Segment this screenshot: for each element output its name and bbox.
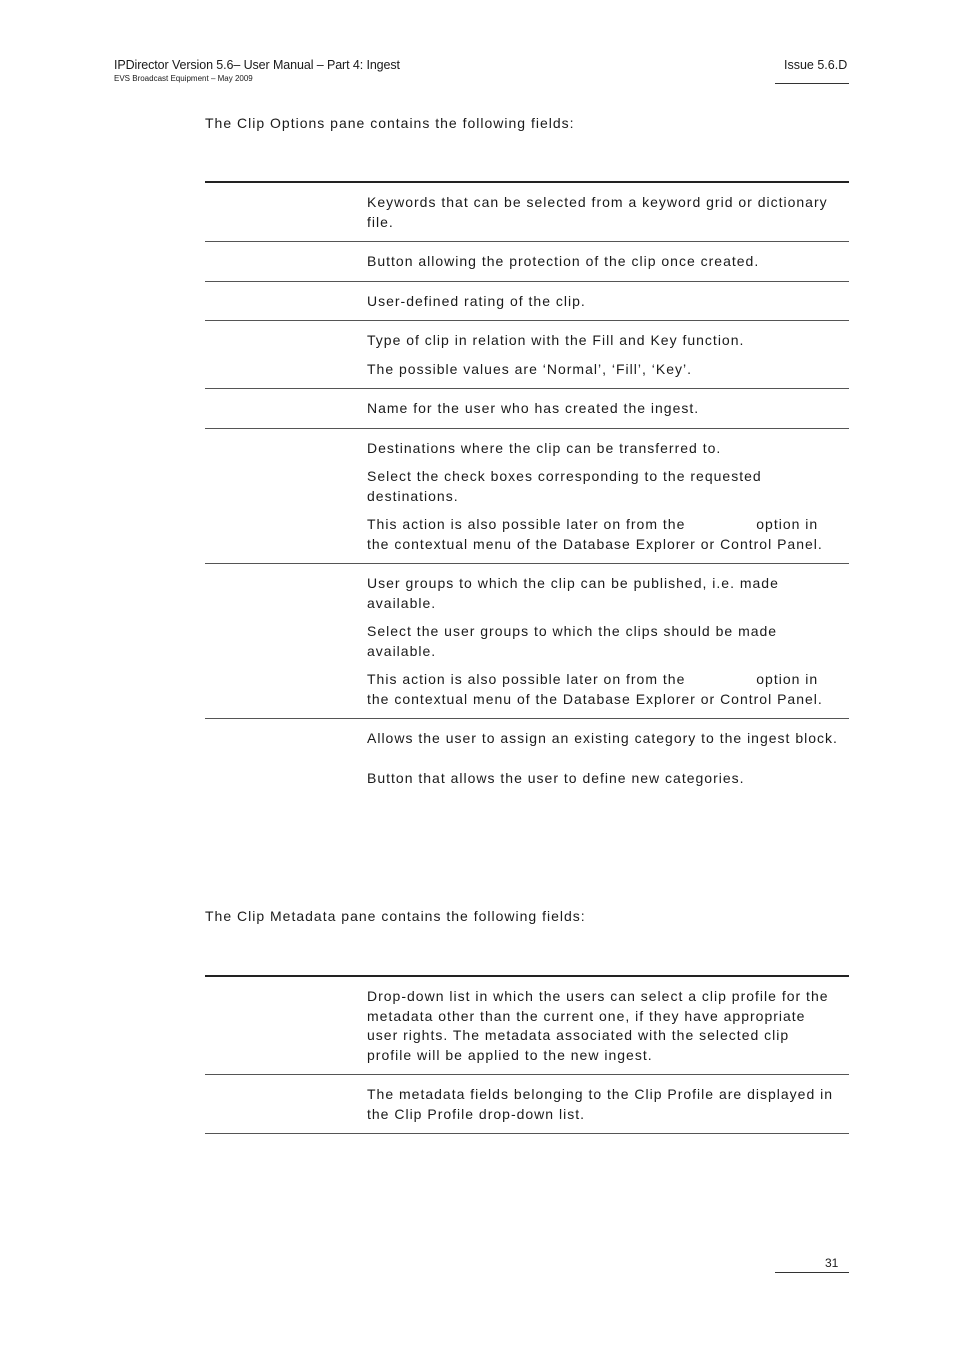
- action-suffix: option in the contextual menu of the Database Explorer or Control Panel.: [367, 516, 823, 552]
- action-suffix: option in the contextual menu of the Database Explorer or Control Panel.: [367, 671, 823, 707]
- description-text: Type of clip in relation with the Fill and Key function.: [367, 332, 745, 348]
- description-text: Allows the user to assign an existing category to the ingest block.: [367, 730, 838, 746]
- description-text: Keywords that can be selected from a keyword grid or dictionary file.: [367, 194, 828, 230]
- field-description: [367, 331, 849, 379]
- field-description: [367, 1085, 849, 1124]
- description-text: Destinations where the clip can be transferred to.: [367, 439, 722, 456]
- description-text: User groups to which the clip can be published, i.e. made available.: [367, 575, 779, 611]
- clip-options-table: [205, 181, 849, 797]
- table-row: [205, 282, 849, 322]
- action-prefix: This action is also possible later on from the: [367, 671, 686, 687]
- table-row: [205, 719, 849, 797]
- table-row: [205, 1075, 849, 1134]
- field-description: [367, 987, 849, 1065]
- description-text: Button that allows the user to define new categories.: [367, 769, 745, 786]
- description-text: [367, 515, 839, 554]
- clip-metadata-intro: The Clip Metadata pane contains the following fields:: [205, 908, 586, 924]
- field-description: [367, 252, 849, 272]
- table-row: [205, 977, 849, 1075]
- footer-rule: [775, 1272, 849, 1273]
- clip-options-intro: The Clip Options pane contains the following fields:: [205, 115, 575, 131]
- table-row: [205, 242, 849, 282]
- description-text: Drop-down list in which the users can select a clip profile for the metadata other than the current one, if they have appropriate user rights. The metadata associated with the selected clip profile will be applied to the new ingest.: [367, 988, 829, 1063]
- description-text: The metadata fields belonging to the Clip Profile are displayed in the Clip Profile drop-down list.: [367, 1086, 834, 1122]
- page-number: 31: [825, 1256, 839, 1270]
- field-description: [367, 193, 849, 232]
- table-row: [205, 321, 849, 389]
- table-row: [205, 389, 849, 429]
- field-description: [367, 399, 849, 419]
- clip-metadata-table: [205, 975, 849, 1134]
- field-description: [367, 574, 849, 709]
- description-text: [367, 670, 839, 709]
- field-description: [367, 729, 849, 788]
- table-row: [205, 183, 849, 242]
- header-rule: [775, 83, 849, 84]
- document-title: IPDirector Version 5.6– User Manual – Part 4: Ingest: [114, 58, 400, 72]
- description-text: Select the user groups to which the clips should be made available.: [367, 623, 778, 659]
- document-subtitle: EVS Broadcast Equipment – May 2009: [114, 74, 253, 83]
- table-row: [205, 564, 849, 719]
- field-description: [367, 292, 849, 312]
- description-text: The possible values are ‘Normal’, ‘Fill’, ‘Key’.: [367, 360, 692, 377]
- description-text: Name for the user who has created the ingest.: [367, 400, 700, 416]
- description-text: Button allowing the protection of the clip once created.: [367, 253, 760, 269]
- action-prefix: This action is also possible later on from the: [367, 516, 686, 532]
- issue-label: Issue 5.6.D: [784, 58, 848, 72]
- description-text: User-defined rating of the clip.: [367, 292, 586, 309]
- table-row: [205, 429, 849, 565]
- description-text: Select the check boxes corresponding to the requested destinations.: [367, 468, 762, 504]
- field-description: [367, 439, 849, 555]
